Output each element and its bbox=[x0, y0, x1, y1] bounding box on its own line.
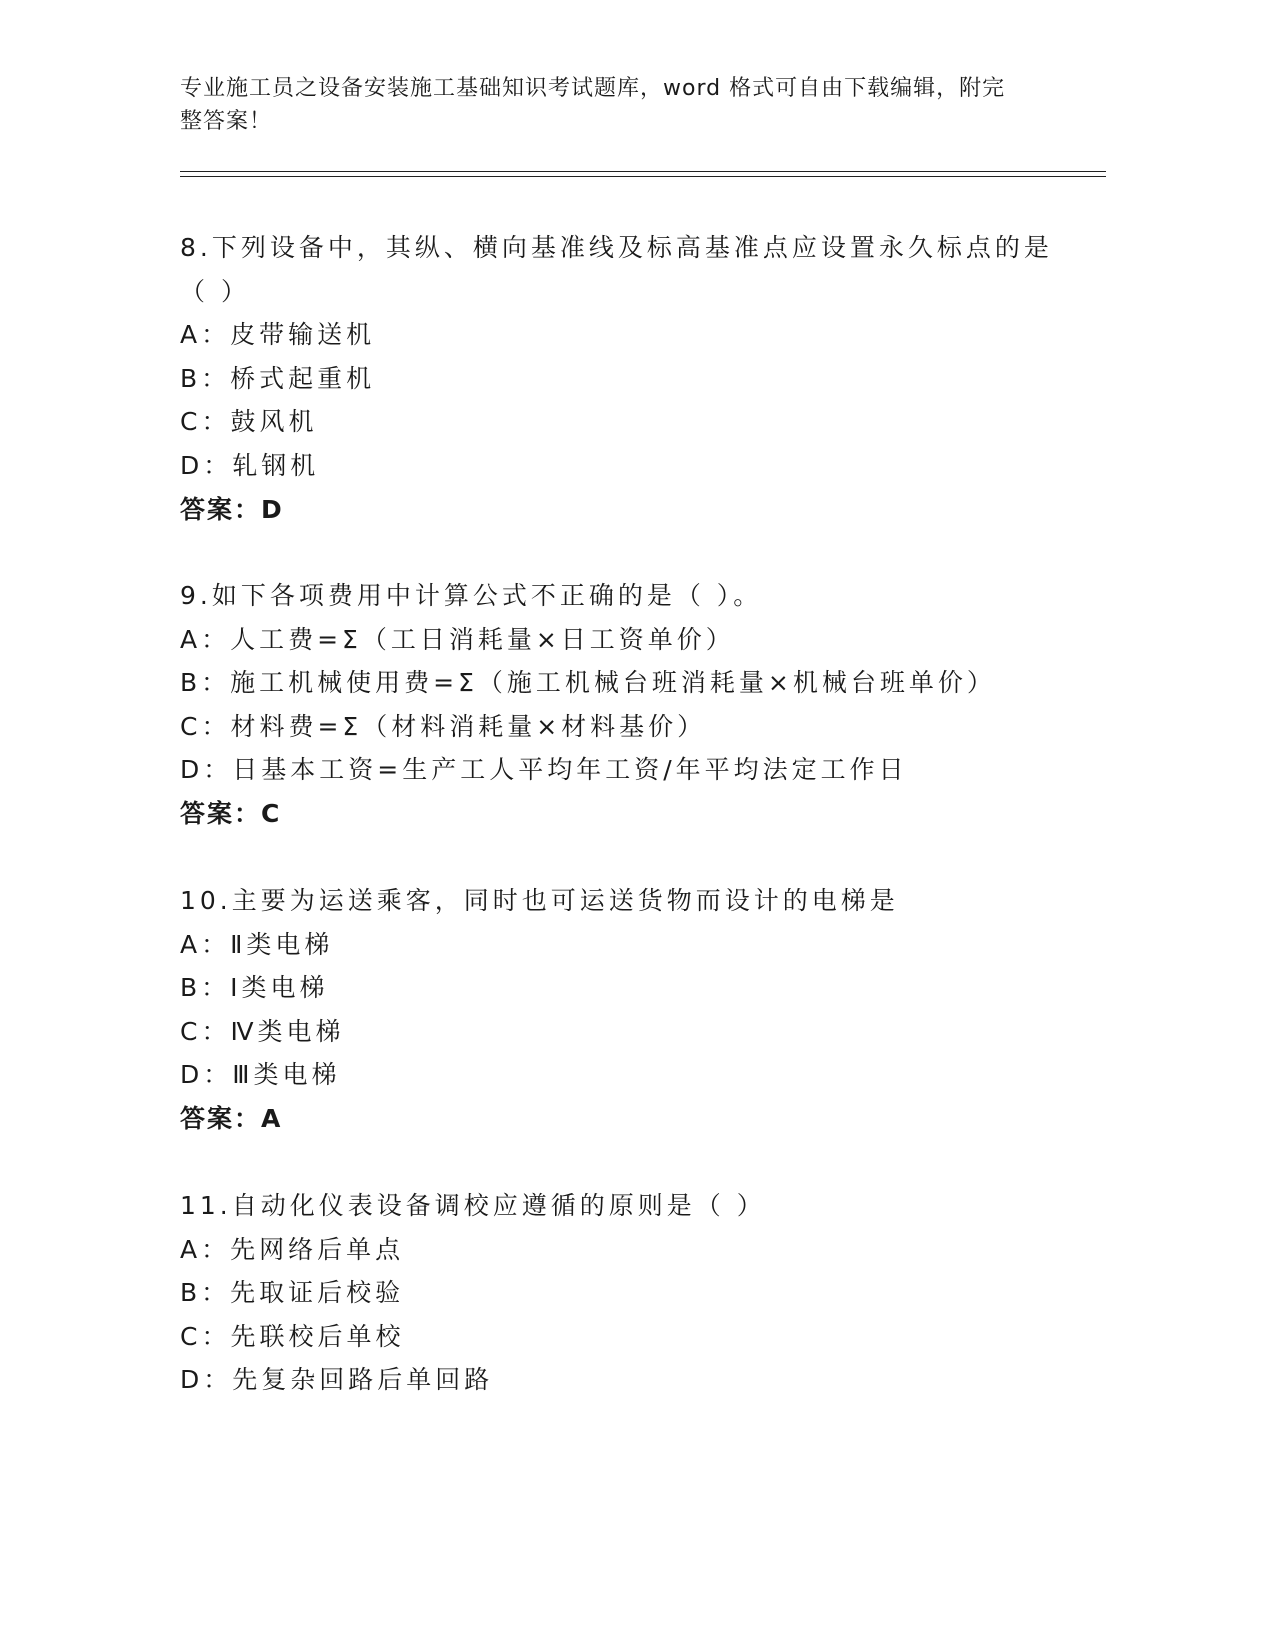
question-stem: 9.如下各项费用中计算公式不正确的是（ ）。 bbox=[180, 581, 763, 610]
option-b: B：桥式起重机 bbox=[180, 363, 376, 393]
question-11 bbox=[180, 1184, 1060, 1402]
option-d: D：日基本工资=生产工人平均年工资/年平均法定工作日 bbox=[180, 755, 908, 785]
question-10 bbox=[180, 879, 1060, 1141]
question-stem: 10.主要为运送乘客，同时也可运送货物而设计的电梯是 bbox=[180, 886, 899, 915]
option-b: B：Ⅰ类电梯 bbox=[180, 973, 329, 1003]
header-divider-top bbox=[180, 171, 1106, 172]
question-8 bbox=[180, 226, 1060, 531]
option-b: B：施工机械使用费=Σ（施工机械台班消耗量×机械台班单价） bbox=[180, 668, 996, 698]
option-a: A：人工费=Σ（工日消耗量×日工资单价） bbox=[180, 624, 735, 654]
question-stem-continued: （ ） bbox=[180, 276, 250, 306]
question-stem: 8.下列设备中，其纵、横向基准线及标高基准点应设置永久标点的是 bbox=[180, 233, 1053, 262]
option-a: A：先网络后单点 bbox=[180, 1234, 405, 1264]
option-d: D：先复杂回路后单回路 bbox=[180, 1365, 494, 1395]
question-9 bbox=[180, 574, 1060, 836]
header-line-2: 整答案！ bbox=[180, 109, 273, 134]
option-c: C：鼓风机 bbox=[180, 407, 318, 437]
option-d: D：Ⅲ类电梯 bbox=[180, 1060, 341, 1090]
header-divider-bottom bbox=[180, 176, 1106, 177]
question-stem: 11.自动化仪表设备调校应遵循的原则是（ ） bbox=[180, 1191, 766, 1220]
header-line-1: 专业施工员之设备安装施工基础知识考试题库，word 格式可自由下载编辑，附完 bbox=[180, 76, 1006, 101]
option-c: C：材料费=Σ（材料消耗量×材料基价） bbox=[180, 711, 707, 741]
option-a: A：皮带输送机 bbox=[180, 320, 376, 350]
option-b: B：先取证后校验 bbox=[180, 1278, 405, 1308]
answer-label: 答案：D bbox=[180, 494, 284, 524]
option-c: C：Ⅳ类电梯 bbox=[180, 1016, 345, 1046]
option-d: D：轧钢机 bbox=[180, 450, 320, 480]
option-c: C：先联校后单校 bbox=[180, 1321, 405, 1351]
answer-label: 答案：A bbox=[180, 1103, 283, 1133]
answer-label: 答案：C bbox=[180, 798, 282, 828]
option-a: A：Ⅱ类电梯 bbox=[180, 929, 334, 959]
document-header bbox=[180, 72, 1040, 138]
